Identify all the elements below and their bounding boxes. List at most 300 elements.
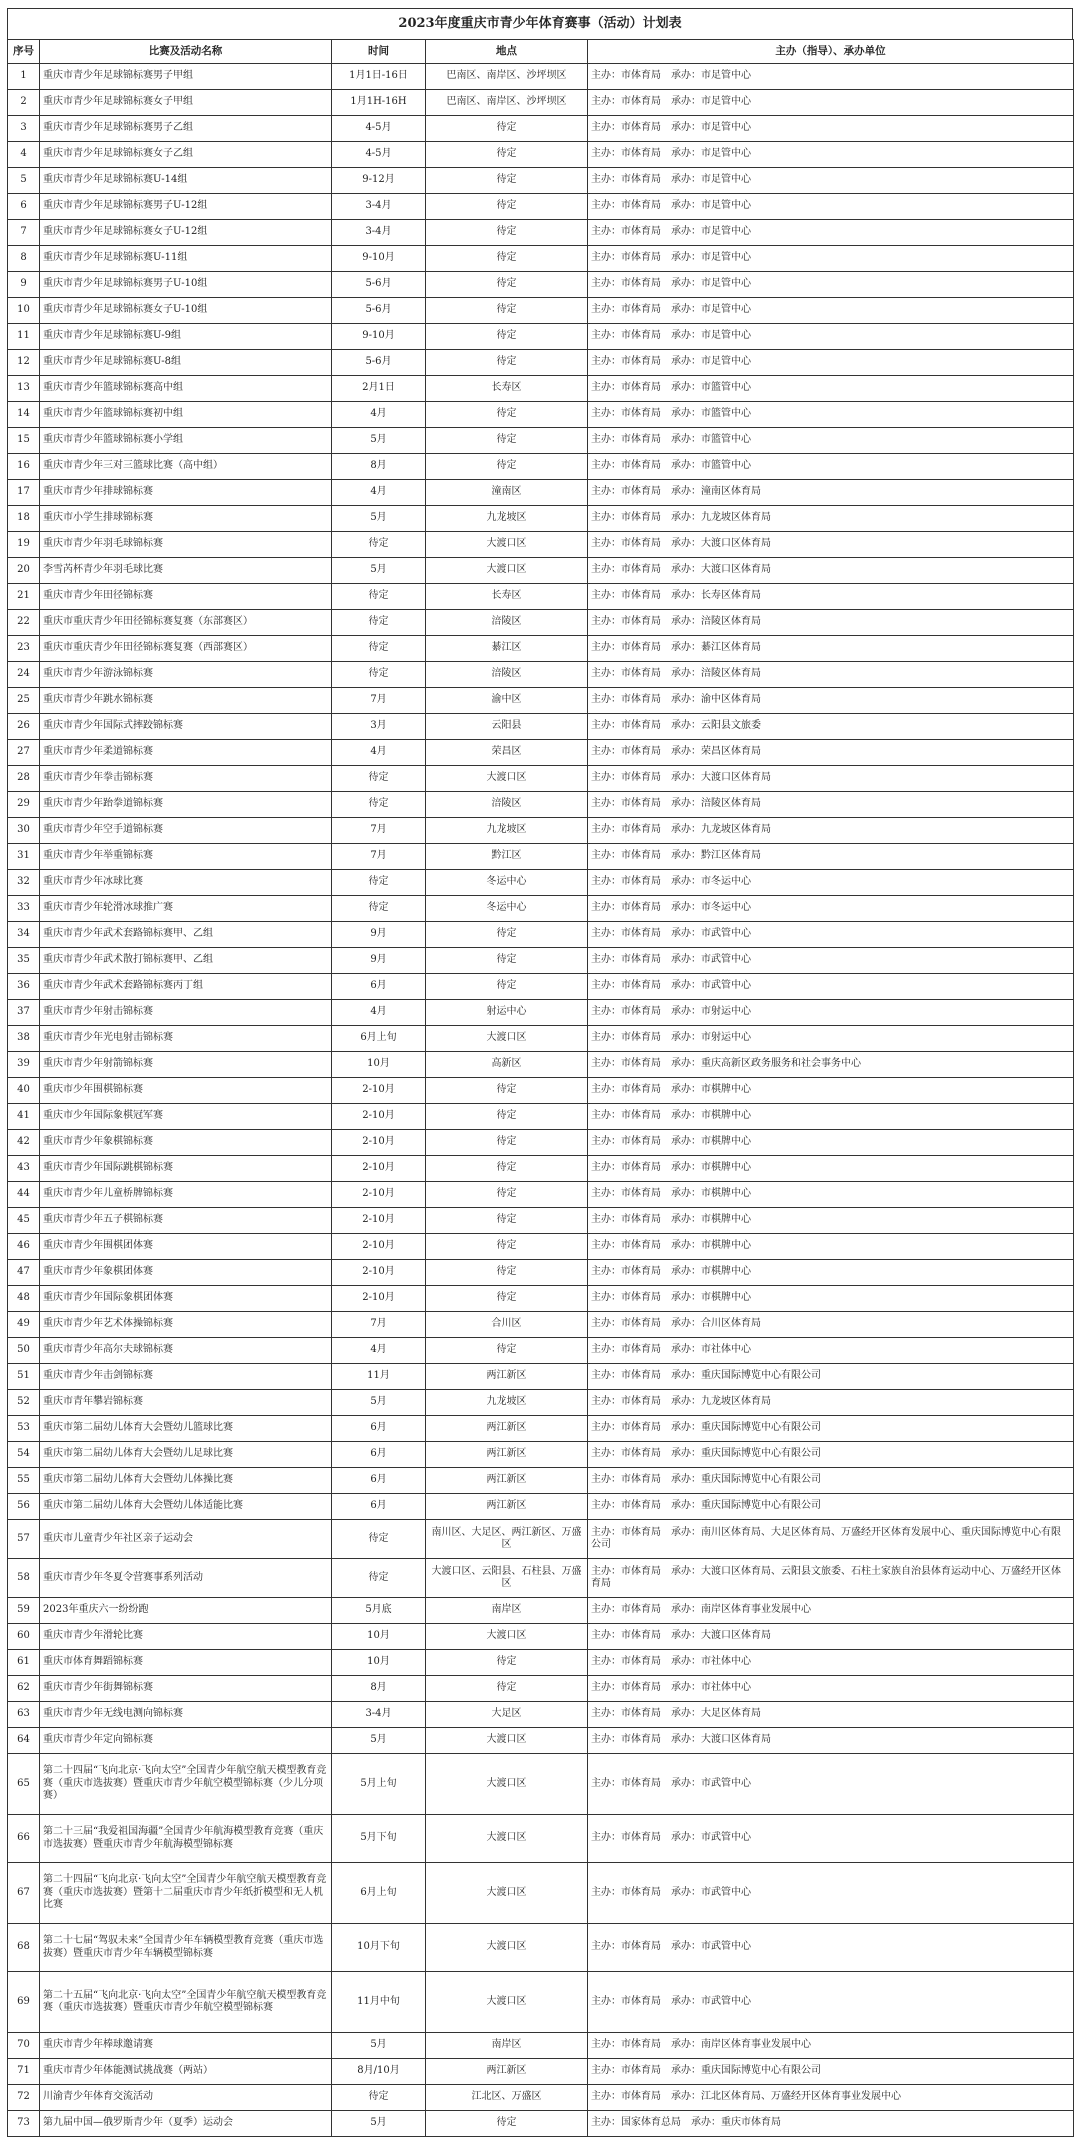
cell-time: 待定: [332, 584, 426, 610]
cell-number: 11: [8, 324, 40, 350]
cell-time: 10月: [332, 1650, 426, 1676]
cell-time: 10月: [332, 1624, 426, 1650]
cell-number: 39: [8, 1052, 40, 1078]
cell-time: 5月: [332, 1728, 426, 1754]
cell-organizer: 主办：市体育局 承办：涪陵区体育局: [588, 662, 1074, 688]
cell-event-name: 重庆市青少年足球锦标赛女子U-10组: [40, 298, 332, 324]
cell-event-name: 重庆市青少年击剑锦标赛: [40, 1364, 332, 1390]
cell-event-name: 重庆市青少年街舞锦标赛: [40, 1676, 332, 1702]
cell-location: 南川区、大足区、两江新区、万盛区: [426, 1520, 588, 1559]
cell-location: 待定: [426, 1130, 588, 1156]
cell-organizer: 主办：市体育局 承办：重庆国际博览中心有限公司: [588, 1364, 1074, 1390]
cell-time: 8月: [332, 454, 426, 480]
cell-event-name: 重庆市青少年三对三篮球比赛（高中组）: [40, 454, 332, 480]
col-header-time: 时间: [332, 40, 426, 64]
cell-event-name: 李雪芮杯青少年羽毛球比赛: [40, 558, 332, 584]
cell-location: 綦江区: [426, 636, 588, 662]
table-row: [8, 64, 1074, 90]
col-header-name: 比赛及活动名称: [40, 40, 332, 64]
cell-event-name: 重庆市重庆青少年田径锦标赛复赛（西部赛区）: [40, 636, 332, 662]
page-title: 2023年度重庆市青少年体育赛事（活动）计划表: [7, 8, 1073, 39]
cell-location: 涪陵区: [426, 662, 588, 688]
cell-time: 1月1H-16H: [332, 90, 426, 116]
table-row: [8, 688, 1074, 714]
cell-number: 1: [8, 64, 40, 90]
cell-organizer: 主办：市体育局 承办：市棋牌中心: [588, 1182, 1074, 1208]
cell-location: 冬运中心: [426, 870, 588, 896]
cell-time: 5月: [332, 2033, 426, 2059]
cell-organizer: 主办：市体育局 承办：市足管中心: [588, 168, 1074, 194]
table-row: [8, 2033, 1074, 2059]
cell-time: 5-6月: [332, 350, 426, 376]
cell-number: 38: [8, 1026, 40, 1052]
cell-number: 3: [8, 116, 40, 142]
cell-event-name: 第二十五届“飞向北京·飞向太空”全国青少年航空航天模型教育竞赛（重庆市选拔赛）暨重庆市青少年航空模型锦标赛: [40, 1972, 332, 2033]
table-row: [8, 1468, 1074, 1494]
table-row: [8, 766, 1074, 792]
cell-location: 待定: [426, 428, 588, 454]
cell-time: 5月上旬: [332, 1754, 426, 1815]
cell-number: 14: [8, 402, 40, 428]
cell-time: 2-10月: [332, 1260, 426, 1286]
table-row: [8, 324, 1074, 350]
table-row: [8, 1338, 1074, 1364]
table-row: [8, 610, 1074, 636]
cell-number: 63: [8, 1702, 40, 1728]
cell-organizer: 主办：市体育局 承办：南岸区体育事业发展中心: [588, 2033, 1074, 2059]
cell-location: 大渡口区: [426, 532, 588, 558]
cell-organizer: 主办：市体育局 承办：南川区体育局、大足区体育局、万盛经开区体育发展中心、重庆国际博览中心有限公司: [588, 1520, 1074, 1559]
cell-number: 61: [8, 1650, 40, 1676]
cell-organizer: 主办：市体育局 承办：重庆国际博览中心有限公司: [588, 1442, 1074, 1468]
cell-organizer: 主办：市体育局 承办：市足管中心: [588, 142, 1074, 168]
cell-organizer: 主办：市体育局 承办：市棋牌中心: [588, 1234, 1074, 1260]
cell-event-name: 重庆市青少年羽毛球锦标赛: [40, 532, 332, 558]
cell-number: 10: [8, 298, 40, 324]
cell-organizer: 主办：市体育局 承办：市武管中心: [588, 922, 1074, 948]
cell-event-name: 重庆市青少年拳击锦标赛: [40, 766, 332, 792]
cell-organizer: 主办：市体育局 承办：市武管中心: [588, 1863, 1074, 1924]
cell-time: 6月上旬: [332, 1026, 426, 1052]
cell-event-name: 重庆市青少年空手道锦标赛: [40, 818, 332, 844]
cell-organizer: 主办：市体育局 承办：潼南区体育局: [588, 480, 1074, 506]
table-row: [8, 1416, 1074, 1442]
cell-number: 9: [8, 272, 40, 298]
cell-organizer: 主办：市体育局 承办：市篮管中心: [588, 428, 1074, 454]
cell-number: 43: [8, 1156, 40, 1182]
cell-event-name: 重庆市青年攀岩锦标赛: [40, 1390, 332, 1416]
cell-location: 大渡口区: [426, 766, 588, 792]
cell-time: 待定: [332, 896, 426, 922]
cell-organizer: 主办：市体育局 承办：市射运中心: [588, 1000, 1074, 1026]
table-row: [8, 454, 1074, 480]
cell-organizer: 主办：市体育局 承办：市射运中心: [588, 1026, 1074, 1052]
cell-organizer: 主办：市体育局 承办：市冬运中心: [588, 870, 1074, 896]
cell-location: 九龙坡区: [426, 1390, 588, 1416]
cell-number: 55: [8, 1468, 40, 1494]
cell-location: 待定: [426, 1650, 588, 1676]
col-header-no: 序号: [8, 40, 40, 64]
cell-organizer: 主办：市体育局 承办：大渡口区体育局: [588, 1728, 1074, 1754]
schedule-table: [7, 39, 1074, 2137]
cell-event-name: 重庆市青少年足球锦标赛男子甲组: [40, 64, 332, 90]
cell-time: 2-10月: [332, 1078, 426, 1104]
table-row: [8, 948, 1074, 974]
table-row: [8, 662, 1074, 688]
cell-organizer: 主办：市体育局 承办：大渡口区体育局: [588, 1624, 1074, 1650]
cell-time: 7月: [332, 688, 426, 714]
cell-number: 44: [8, 1182, 40, 1208]
cell-location: 九龙坡区: [426, 506, 588, 532]
cell-event-name: 重庆市重庆青少年田径锦标赛复赛（东部赛区）: [40, 610, 332, 636]
cell-number: 27: [8, 740, 40, 766]
cell-number: 45: [8, 1208, 40, 1234]
table-row: [8, 90, 1074, 116]
table-row: [8, 1972, 1074, 2033]
cell-organizer: 主办：市体育局 承办：大足区体育局: [588, 1702, 1074, 1728]
cell-location: 巴南区、南岸区、沙坪坝区: [426, 64, 588, 90]
cell-organizer: 主办：市体育局 承办：荣昌区体育局: [588, 740, 1074, 766]
cell-event-name: 重庆市青少年轮滑冰球推广赛: [40, 896, 332, 922]
cell-time: 5月: [332, 2111, 426, 2137]
cell-time: 5月下旬: [332, 1815, 426, 1863]
table-row: [8, 1156, 1074, 1182]
cell-time: 2-10月: [332, 1156, 426, 1182]
cell-location: 待定: [426, 350, 588, 376]
table-row: [8, 870, 1074, 896]
table-row: [8, 1104, 1074, 1130]
cell-number: 42: [8, 1130, 40, 1156]
cell-location: 待定: [426, 194, 588, 220]
table-row: [8, 532, 1074, 558]
table-row: [8, 1234, 1074, 1260]
cell-time: 3月: [332, 714, 426, 740]
cell-time: 7月: [332, 844, 426, 870]
cell-organizer: 主办：市体育局 承办：市武管中心: [588, 1815, 1074, 1863]
cell-location: 长寿区: [426, 584, 588, 610]
cell-organizer: 主办：市体育局 承办：重庆国际博览中心有限公司: [588, 1494, 1074, 1520]
cell-event-name: 第二十三届“我爱祖国海疆”全国青少年航海模型教育竞赛（重庆市选拔赛）暨重庆市青少年航海模型锦标赛: [40, 1815, 332, 1863]
cell-time: 4月: [332, 1338, 426, 1364]
cell-number: 48: [8, 1286, 40, 1312]
cell-time: 7月: [332, 818, 426, 844]
cell-number: 29: [8, 792, 40, 818]
cell-location: 潼南区: [426, 480, 588, 506]
cell-number: 17: [8, 480, 40, 506]
cell-number: 59: [8, 1598, 40, 1624]
cell-event-name: 重庆市青少年射箭锦标赛: [40, 1052, 332, 1078]
cell-time: 待定: [332, 766, 426, 792]
cell-time: 待定: [332, 662, 426, 688]
cell-organizer: 主办：市体育局 承办：市社体中心: [588, 1676, 1074, 1702]
cell-location: 待定: [426, 922, 588, 948]
cell-location: 待定: [426, 1104, 588, 1130]
cell-number: 56: [8, 1494, 40, 1520]
cell-organizer: 主办：市体育局 承办：市篮管中心: [588, 376, 1074, 402]
cell-location: 待定: [426, 974, 588, 1000]
cell-organizer: 主办：市体育局 承办：九龙坡区体育局: [588, 818, 1074, 844]
table-row: [8, 974, 1074, 1000]
cell-organizer: 主办：市体育局 承办：重庆国际博览中心有限公司: [588, 1468, 1074, 1494]
cell-event-name: 重庆市青少年足球锦标赛女子乙组: [40, 142, 332, 168]
cell-number: 71: [8, 2059, 40, 2085]
cell-location: 待定: [426, 1338, 588, 1364]
cell-organizer: 主办：市体育局 承办：市冬运中心: [588, 896, 1074, 922]
cell-organizer: 主办：市体育局 承办：市足管中心: [588, 298, 1074, 324]
cell-number: 49: [8, 1312, 40, 1338]
cell-time: 3-4月: [332, 1702, 426, 1728]
cell-event-name: 重庆市青少年足球锦标赛U-14组: [40, 168, 332, 194]
cell-event-name: 重庆市青少年足球锦标赛U-9组: [40, 324, 332, 350]
cell-organizer: 主办：市体育局 承办：大渡口区体育局: [588, 766, 1074, 792]
table-row: [8, 142, 1074, 168]
cell-organizer: 主办：市体育局 承办：重庆国际博览中心有限公司: [588, 2059, 1074, 2085]
cell-organizer: 主办：市体育局 承办：重庆国际博览中心有限公司: [588, 1416, 1074, 1442]
table-row: [8, 558, 1074, 584]
cell-location: 江北区、万盛区: [426, 2085, 588, 2111]
cell-number: 6: [8, 194, 40, 220]
table-row: [8, 740, 1074, 766]
cell-event-name: 第二十四届“飞向北京·飞向太空”全国青少年航空航天模型教育竞赛（重庆市选拔赛）暨重庆市青少年航空模型锦标赛（少儿分项赛）: [40, 1754, 332, 1815]
cell-time: 4-5月: [332, 142, 426, 168]
cell-number: 40: [8, 1078, 40, 1104]
cell-event-name: 重庆市青少年高尔夫球锦标赛: [40, 1338, 332, 1364]
cell-organizer: 主办：市体育局 承办：市武管中心: [588, 1924, 1074, 1972]
table-row: [8, 1815, 1074, 1863]
cell-location: 待定: [426, 1234, 588, 1260]
cell-number: 26: [8, 714, 40, 740]
cell-location: 长寿区: [426, 376, 588, 402]
cell-time: 6月: [332, 1416, 426, 1442]
table-row: [8, 1702, 1074, 1728]
cell-location: 待定: [426, 116, 588, 142]
cell-number: 73: [8, 2111, 40, 2137]
table-row: [8, 844, 1074, 870]
cell-time: 10月下旬: [332, 1924, 426, 1972]
cell-number: 2: [8, 90, 40, 116]
cell-location: 巴南区、南岸区、沙坪坝区: [426, 90, 588, 116]
table-row: [8, 1312, 1074, 1338]
cell-time: 11月中旬: [332, 1972, 426, 2033]
cell-time: 6月上旬: [332, 1863, 426, 1924]
cell-number: 13: [8, 376, 40, 402]
cell-organizer: 主办：市体育局 承办：重庆高新区政务服务和社会事务中心: [588, 1052, 1074, 1078]
table-row: [8, 246, 1074, 272]
table-row: [8, 220, 1074, 246]
cell-time: 11月: [332, 1364, 426, 1390]
cell-event-name: 重庆市青少年举重锦标赛: [40, 844, 332, 870]
cell-location: 两江新区: [426, 2059, 588, 2085]
table-row: [8, 350, 1074, 376]
cell-number: 66: [8, 1815, 40, 1863]
cell-time: 4月: [332, 480, 426, 506]
cell-time: 8月: [332, 1676, 426, 1702]
cell-time: 5月底: [332, 1598, 426, 1624]
cell-event-name: 重庆市青少年足球锦标赛女子甲组: [40, 90, 332, 116]
cell-organizer: 主办：市体育局 承办：市篮管中心: [588, 402, 1074, 428]
cell-location: 大渡口区: [426, 1026, 588, 1052]
cell-event-name: 重庆市第二届幼儿体育大会暨幼儿篮球比赛: [40, 1416, 332, 1442]
table-row: [8, 1364, 1074, 1390]
cell-event-name: 重庆市青少年体能测试挑战赛（两站）: [40, 2059, 332, 2085]
cell-event-name: 重庆市青少年足球锦标赛男子U-10组: [40, 272, 332, 298]
cell-location: 大渡口区: [426, 1624, 588, 1650]
table-row: [8, 2111, 1074, 2137]
cell-location: 黔江区: [426, 844, 588, 870]
table-row: [8, 896, 1074, 922]
cell-organizer: 主办：市体育局 承办：市棋牌中心: [588, 1286, 1074, 1312]
cell-number: 60: [8, 1624, 40, 1650]
table-row: [8, 1390, 1074, 1416]
table-row: [8, 1078, 1074, 1104]
cell-time: 5月: [332, 1390, 426, 1416]
cell-organizer: 主办：市体育局 承办：渝中区体育局: [588, 688, 1074, 714]
cell-location: 大渡口区: [426, 1863, 588, 1924]
cell-time: 6月: [332, 1468, 426, 1494]
cell-organizer: 主办：市体育局 承办：綦江区体育局: [588, 636, 1074, 662]
cell-organizer: 主办：市体育局 承办：市棋牌中心: [588, 1156, 1074, 1182]
cell-number: 33: [8, 896, 40, 922]
cell-time: 6月: [332, 1494, 426, 1520]
cell-organizer: 主办：市体育局 承办：市棋牌中心: [588, 1130, 1074, 1156]
cell-number: 35: [8, 948, 40, 974]
cell-time: 9-12月: [332, 168, 426, 194]
table-row: [8, 428, 1074, 454]
cell-event-name: 川渝青少年体育交流活动: [40, 2085, 332, 2111]
cell-event-name: 重庆市青少年国际式摔跤锦标赛: [40, 714, 332, 740]
cell-number: 57: [8, 1520, 40, 1559]
cell-organizer: 主办：市体育局 承办：市足管中心: [588, 64, 1074, 90]
cell-location: 待定: [426, 1208, 588, 1234]
cell-location: 待定: [426, 1078, 588, 1104]
table-row: [8, 272, 1074, 298]
cell-organizer: 主办：市体育局 承办：市棋牌中心: [588, 1078, 1074, 1104]
cell-organizer: 主办：市体育局 承办：市足管中心: [588, 194, 1074, 220]
cell-organizer: 主办：市体育局 承办：涪陵区体育局: [588, 792, 1074, 818]
cell-location: 涪陵区: [426, 792, 588, 818]
cell-organizer: 主办：市体育局 承办：涪陵区体育局: [588, 610, 1074, 636]
cell-event-name: 重庆市青少年五子棋锦标赛: [40, 1208, 332, 1234]
cell-number: 21: [8, 584, 40, 610]
table-row: [8, 2085, 1074, 2111]
cell-number: 31: [8, 844, 40, 870]
cell-event-name: 重庆市小学生排球锦标赛: [40, 506, 332, 532]
cell-time: 待定: [332, 792, 426, 818]
cell-organizer: 主办：市体育局 承办：市篮管中心: [588, 454, 1074, 480]
cell-number: 20: [8, 558, 40, 584]
cell-organizer: 主办：市体育局 承办：市武管中心: [588, 1754, 1074, 1815]
cell-number: 16: [8, 454, 40, 480]
cell-number: 22: [8, 610, 40, 636]
cell-location: 高新区: [426, 1052, 588, 1078]
cell-location: 待定: [426, 454, 588, 480]
cell-event-name: 第九届中国—俄罗斯青少年（夏季）运动会: [40, 2111, 332, 2137]
cell-number: 4: [8, 142, 40, 168]
cell-location: 南岸区: [426, 1598, 588, 1624]
cell-time: 3-4月: [332, 220, 426, 246]
cell-location: 射运中心: [426, 1000, 588, 1026]
cell-event-name: 重庆市第二届幼儿体育大会暨幼儿体适能比赛: [40, 1494, 332, 1520]
cell-location: 大渡口区: [426, 1972, 588, 2033]
table-row: [8, 480, 1074, 506]
cell-organizer: 主办：市体育局 承办：市棋牌中心: [588, 1104, 1074, 1130]
cell-event-name: 重庆市青少年武术套路锦标赛甲、乙组: [40, 922, 332, 948]
cell-time: 2-10月: [332, 1286, 426, 1312]
table-row: [8, 584, 1074, 610]
cell-number: 72: [8, 2085, 40, 2111]
cell-location: 大渡口区、云阳县、石柱县、万盛区: [426, 1559, 588, 1598]
cell-organizer: 主办：市体育局 承办：黔江区体育局: [588, 844, 1074, 870]
cell-number: 52: [8, 1390, 40, 1416]
cell-organizer: 主办：市体育局 承办：市武管中心: [588, 974, 1074, 1000]
cell-organizer: 主办：市体育局 承办：九龙坡区体育局: [588, 506, 1074, 532]
cell-location: 云阳县: [426, 714, 588, 740]
cell-location: 待定: [426, 298, 588, 324]
cell-location: 待定: [426, 1260, 588, 1286]
cell-number: 62: [8, 1676, 40, 1702]
cell-time: 2-10月: [332, 1182, 426, 1208]
cell-event-name: 第二十四届“飞向北京·飞向太空”全国青少年航空航天模型教育竞赛（重庆市选拔赛）暨第十二届重庆市青少年纸折模型和无人机比赛: [40, 1863, 332, 1924]
table-row: [8, 636, 1074, 662]
cell-time: 5-6月: [332, 298, 426, 324]
cell-number: 69: [8, 1972, 40, 2033]
cell-event-name: 重庆市青少年国际象棋团体赛: [40, 1286, 332, 1312]
table-row: [8, 376, 1074, 402]
cell-event-name: 重庆市青少年游泳锦标赛: [40, 662, 332, 688]
cell-time: 9月: [332, 922, 426, 948]
cell-event-name: 重庆市青少年柔道锦标赛: [40, 740, 332, 766]
cell-organizer: 主办：市体育局 承办：市足管中心: [588, 220, 1074, 246]
cell-number: 24: [8, 662, 40, 688]
cell-time: 2-10月: [332, 1208, 426, 1234]
cell-event-name: 重庆市儿童青少年社区亲子运动会: [40, 1520, 332, 1559]
cell-location: 大渡口区: [426, 1924, 588, 1972]
table-row: [8, 168, 1074, 194]
cell-time: 5-6月: [332, 272, 426, 298]
cell-time: 待定: [332, 636, 426, 662]
cell-location: 大渡口区: [426, 1815, 588, 1863]
cell-time: 8月/10月: [332, 2059, 426, 2085]
table-row: [8, 1650, 1074, 1676]
cell-time: 4月: [332, 1000, 426, 1026]
cell-event-name: 重庆市青少年武术套路锦标赛丙丁组: [40, 974, 332, 1000]
cell-event-name: 重庆市青少年光电射击锦标赛: [40, 1026, 332, 1052]
cell-event-name: 重庆市青少年艺术体操锦标赛: [40, 1312, 332, 1338]
cell-number: 34: [8, 922, 40, 948]
cell-organizer: 主办：市体育局 承办：大渡口区体育局: [588, 558, 1074, 584]
cell-time: 待定: [332, 870, 426, 896]
cell-time: 1月1日-16日: [332, 64, 426, 90]
cell-organizer: 主办：市体育局 承办：市社体中心: [588, 1650, 1074, 1676]
cell-time: 待定: [332, 1559, 426, 1598]
cell-time: 2-10月: [332, 1234, 426, 1260]
cell-location: 大渡口区: [426, 558, 588, 584]
cell-number: 64: [8, 1728, 40, 1754]
table-row: [8, 792, 1074, 818]
cell-location: 待定: [426, 1286, 588, 1312]
cell-number: 67: [8, 1863, 40, 1924]
cell-event-name: 重庆市青少年冰球比赛: [40, 870, 332, 896]
cell-event-name: 重庆市少年国际象棋冠军赛: [40, 1104, 332, 1130]
cell-location: 九龙坡区: [426, 818, 588, 844]
cell-location: 大足区: [426, 1702, 588, 1728]
cell-location: 待定: [426, 2111, 588, 2137]
cell-location: 大渡口区: [426, 1754, 588, 1815]
cell-event-name: 重庆市青少年象棋锦标赛: [40, 1130, 332, 1156]
cell-location: 待定: [426, 1676, 588, 1702]
cell-location: 两江新区: [426, 1364, 588, 1390]
cell-location: 待定: [426, 220, 588, 246]
